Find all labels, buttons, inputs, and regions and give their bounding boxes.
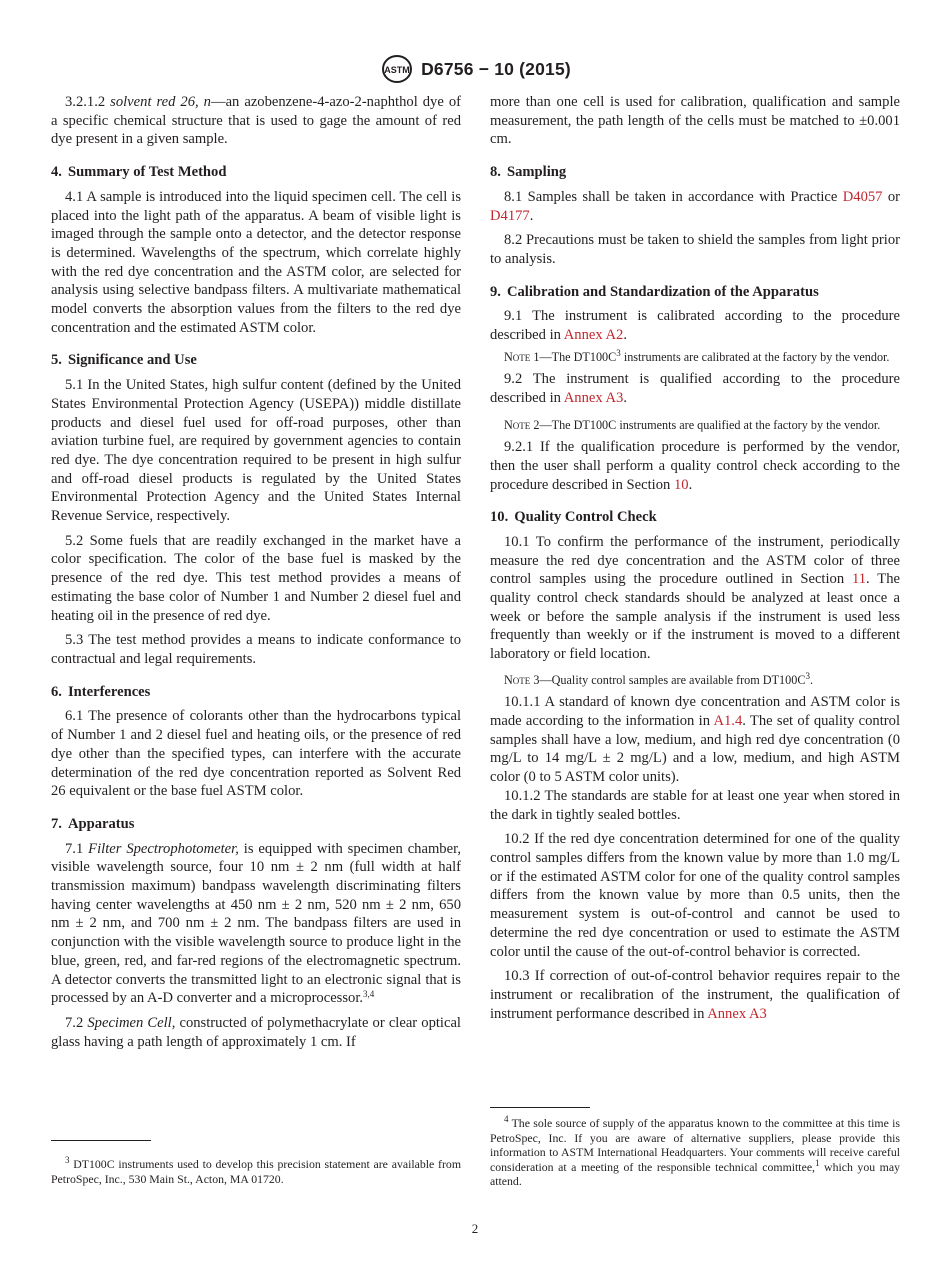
paragraph-5-2: 5.2 Some fuels that are readily exchanged in the market have a color specification. The color of the base fuel is masked by the presence of the red dye. This test method provides a means of estimating the base color of Number 1 and Number 2 diesel fuel and heating oil in the presence of red dye.	[51, 532, 461, 624]
paragraph-7-2: 7.2 Specimen Cell, constructed of polymethacrylate or clear optical glass having a path length of approximately 1 cm. If	[51, 1014, 461, 1050]
paragraph-6-1: 6.1 The presence of colorants other than the hydrocarbons typical of Number 1 and 2 diesel fuel and heating oils, or the presence of red dye other than the specified types, can interfere with the accurate determination of the red dye concentration reported as Solvent Red 26 equivalent or the base fuel ASTM color.	[51, 708, 462, 800]
link-d4177[interactable]: D4177	[490, 207, 530, 224]
link-section-11[interactable]: 11	[851, 571, 867, 588]
link-annex-a3-2[interactable]: Annex A3	[707, 1005, 767, 1022]
paragraph-8-1: 8.1 Samples shall be taken in accordance with Practice D4057 or D4177.	[490, 188, 900, 224]
paragraph-9-1: 9.1 The instrument is calibrated according to the procedure described in Annex A2.	[490, 308, 900, 344]
link-annex-a3[interactable]: Annex A3	[563, 389, 624, 406]
paragraph-10-3: 10.3 If correction of out-of-control behavior requires repair to the instrument or recalibration of the instrument, the qualification of instrument performance described in Annex A3	[490, 968, 901, 1022]
term: solvent red 26, n	[110, 94, 211, 110]
link-section-10[interactable]: 10	[673, 476, 689, 493]
footnote-ref[interactable]: 3,4	[363, 989, 375, 1000]
section-heading-8: 8. Sampling	[490, 164, 567, 181]
footnote-divider	[51, 1140, 151, 1141]
footnote-4: $^4$ The sole source of supply of the apparatus known to the committee at this time is PetroSpec, Inc. If you are aware of alternative suppliers, please provide this information to ASTM International Headquarters. Your comments will receive careful consideration at a meeting of the responsible technical committee,$^1$ which you may attend.	[490, 1114, 900, 1189]
link-d4057[interactable]: D4057	[842, 188, 883, 205]
right-column	[490, 93, 900, 1023]
paragraph-4-1: 4.1 A sample is introduced into the liquid specimen cell. The cell is placed into the light path of the apparatus. A beam of visible light is imaged through the sample onto a detector, and the detector response is determined. Wavelengths of the spectrum, which correlate highly with the red dye concentration and the ASTM color, are selected for analysis using selective bandpass filters. A multivariate mathematical model converts the absorption values from the filters to the red dye concentration and the estimated ASTM color.	[51, 188, 461, 336]
svg-text:ASTM: ASTM	[384, 65, 410, 75]
document-id: D6756 − 10 (2015)	[421, 58, 571, 79]
section-heading-9: 9. Calibration and Standardization of the Apparatus	[490, 283, 819, 300]
section-heading-5: 5. Significance and Use	[51, 352, 197, 369]
paragraph-7-2-continued: more than one cell is used for calibration, qualification and sample measurement, the path length of the cells must be matched to ±0.001 cm.	[490, 94, 900, 148]
paragraph-8-2: 8.2 Precautions must be taken to shield the samples from light prior to analysis.	[490, 232, 900, 267]
paragraph-10-2: 10.2 If the red dye concentration determined for one of the quality control samples differs from the known value by more than 1.0 mg/L or if the estimated ASTM color for one of the quality control samples differs from the known value by more than 0.5 units, then the measurement system is out-of-control and cannot be used to determine the red dye concentration or used to estimate the ASTM color until the cause of the out-of-control behavior is corrected.	[490, 831, 901, 960]
page-number: 2	[471, 1221, 479, 1236]
paragraph-5-3: 5.3 The test method provides a means to indicate conformance to contractual and legal requirements.	[51, 632, 461, 667]
paragraph-9-2: 9.2 The instrument is qualified according to the procedure described in Annex A3.	[490, 371, 900, 406]
note-2: Note 2—The DT100C instruments are qualified at the factory by the vendor.	[504, 417, 881, 432]
paragraph-10-1: 10.1 To confirm the performance of the instrument, periodically measure the red dye concentration and the ASTM color of three control samples using the procedure outlined in Section 11. The quality control check standards should be analyzed at least once a week or before the sample analysis if the instrument is used less frequently than weekly or if the instrument is moved to a different laboratory or field location.	[490, 533, 901, 663]
footnote-4-block	[490, 1107, 900, 1189]
section-heading-4: 4. Summary of Test Method	[51, 164, 227, 181]
note-3: Note 3—Quality control samples are available from $DT100C^3$.	[504, 670, 814, 687]
left-column	[51, 93, 461, 1051]
link-a1-4[interactable]: A1.4	[713, 713, 743, 730]
astm-logo-icon	[379, 54, 415, 84]
paragraph-10-1-1: 10.1.1 A standard of known dye concentration and ASTM color is made according to the information in A1.4. The set of quality control samples shall have a low, medium, and high red dye concentration (0 mg/L to 14 mg/L ± 2 mg/L) and a low, medium, and high ASTM color (0 to 5 ASTM color units).	[490, 694, 901, 786]
note-1: Note 1—The $DT100C^3$ instruments are calibrated at the factory by the vendor.	[504, 347, 890, 364]
section-heading-7: 7. Apparatus	[51, 815, 135, 832]
paragraph-3-2-1-2: 3.2.1.2 solvent red 26, n—an azobenzene-4-azo-2-naphthol dye of a specific chemical structure that is used to gage the amount of red dye present in a given sample.	[51, 94, 461, 148]
footnote-3: $^3$ DT100C instruments used to develop this precision statement are available from PetroSpec, Inc., 530 Main St., Acton, MA 01720.	[51, 1155, 461, 1186]
paragraph-7-1: 7.1 Filter Spectrophotometer, is equipped with specimen chamber, visible wavelength source, four 10 nm ± 2 nm (full width at half transmission maximum) bandpass wavelength discriminating filters having center wavelengths at 450 nm ± 2 nm, 520 nm ± 2 nm, 650 nm ± 2 nm, and 700 nm ± 2 nm. The bandpass filters are used in conjunction with the visible wavelength source to produce light in the blue, green, red, and far-red regions of the electromagnetic spectrum. A detector converts the transmitted light to an electronic signal that is processed by an A-D converter and a microprocessor.$^{3,4}$	[51, 840, 462, 1007]
section-heading-10: 10. Quality Control Check	[490, 509, 657, 526]
paragraph-5-1: 5.1 In the United States, high sulfur content (defined by the United States Environmental Protection Agency (USEPA)) middle distillate products and diesel fuel used for off-road purposes, other than aviation turbine fuel, are required by government agencies to contain red dye. The dye concentration required to be present in high sulfur and off-road diesel products is regulated by the United States Environmental Protection Agency and the United States Internal Revenue Service, respectively.	[51, 377, 461, 525]
section-heading-6: 6. Interferences	[51, 683, 151, 700]
page-header	[0, 52, 950, 86]
paragraph-10-1-2: 10.1.2 The standards are stable for at least one year when stored in the dark in tightly sealed bottles.	[490, 787, 900, 823]
link-annex-a2[interactable]: Annex A2	[563, 327, 624, 344]
footnote-divider	[490, 1107, 590, 1108]
footnote-3-block	[51, 1140, 461, 1186]
paragraph-9-2-1: 9.2.1 If the qualification procedure is performed by the vendor, then the user shall perform a quality control check according to the procedure described in Section 10.	[490, 439, 900, 493]
